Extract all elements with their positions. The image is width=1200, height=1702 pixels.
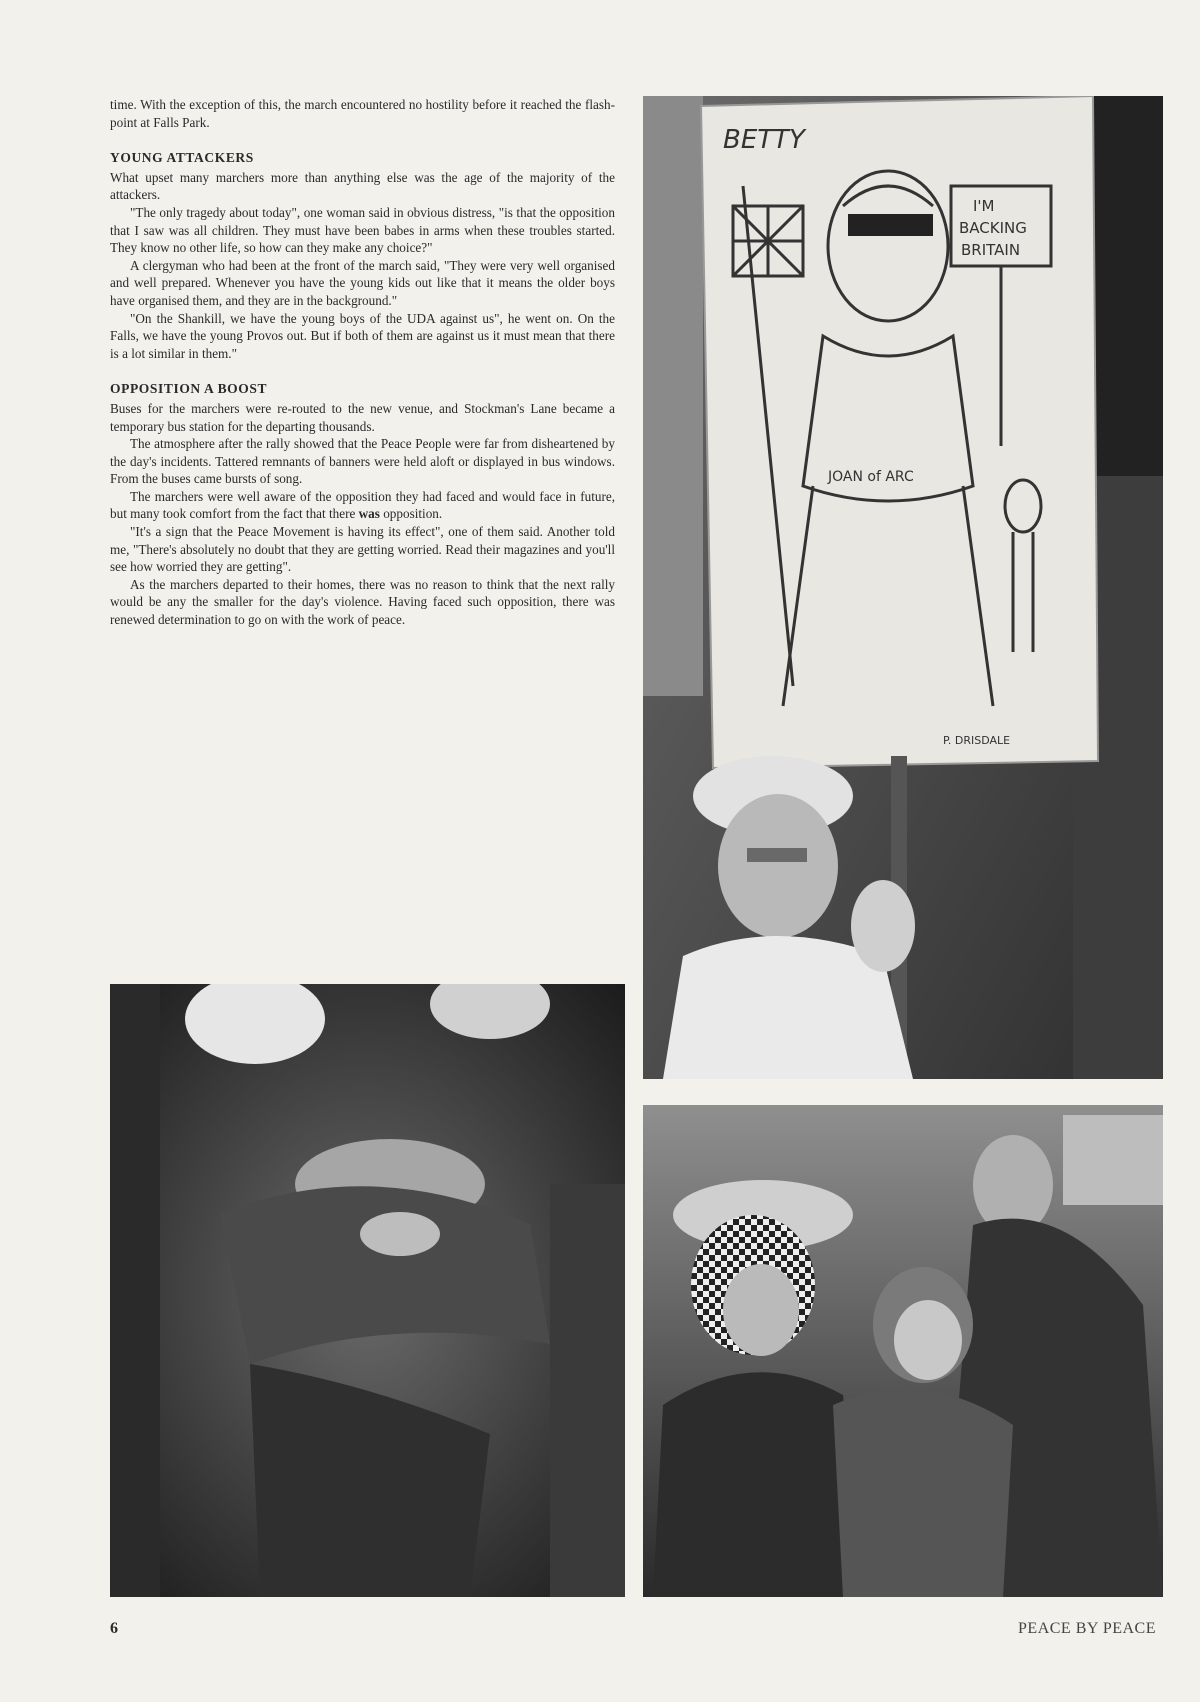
distressed-women-photo [643,1105,1163,1597]
banner-photo-image [643,96,1163,1079]
paragraph: time. With the exception of this, the march encountered no hostility before it reached the flash-point at Falls Park. [110,97,615,130]
injured-marcher-photo [110,984,625,1597]
paragraph: The marchers were well aware of the opposition they had faced and would face in future, but many took comfort from the fact that there was opposition. [110,488,615,522]
paragraph: "The only tragedy about today", one woman said in obvious distress, "is that the opposition that I saw was all children. They must have been babes in arms when these troubles started. They know no other life, so how can they make any choice?" [110,204,615,256]
placard-text: BRITAIN [961,241,1021,259]
cartoonist-signature: P. DRISDALE [943,734,1011,747]
subheading-opposition-a-boost: OPPOSITION A BOOST [110,381,268,397]
paragraph: What upset many marchers more than anything else was the age of the majority of the attackers. [110,169,615,203]
banner-photo [643,96,1163,1079]
publication-name: PEACE BY PEACE [1018,1620,1156,1637]
paragraph: Buses for the marchers were re-routed to the new venue, and Stockman's Lane became a temporary bus station for the departing thousands. [110,400,615,434]
distressed-women-photo-image [643,1105,1163,1597]
paragraph: "It's a sign that the Peace Movement is having its effect", one of them said. Another told me, "There's absolutely no doubt that they are getting worried. Read their magazines and you'll see how worried they are getting". [110,524,615,575]
article-column [110,96,615,629]
placard-text: BACKING [959,219,1027,237]
subheading-young-attackers: YOUNG ATTACKERS [110,150,254,166]
paragraph: As the marchers departed to their homes, there was no reason to think that the next rally would be any the smaller for the day's violence. Having faced such opposition, there was renewed determination to go on with the work of peace. [110,576,615,628]
banner-name-text: BETTY [723,125,805,155]
placard-text: I'M [973,197,995,215]
emphasis: was [358,506,380,522]
paragraph: The atmosphere after the rally showed that the Peace People were far from disheartened by the day's incidents. Tattered remnants of banners were held aloft or displayed in bus windows. From the buses came bursts of song. [110,436,615,487]
page-number: 6 [110,1620,118,1637]
belt-text: JOAN of ARC [828,469,914,485]
injured-marcher-photo-image [110,984,625,1597]
paragraph: "On the Shankill, we have the young boys of the UDA against us", he went on. On the Falls, we have the young Provos out. But if both of them are against us it must mean that there is a lot similar in them." [110,310,615,361]
paragraph: A clergyman who had been at the front of the march said, "They were very well organised and well prepared. Whenever you have the young kids out like that it means the older boys have organised them, and they are in the background." [110,257,615,308]
